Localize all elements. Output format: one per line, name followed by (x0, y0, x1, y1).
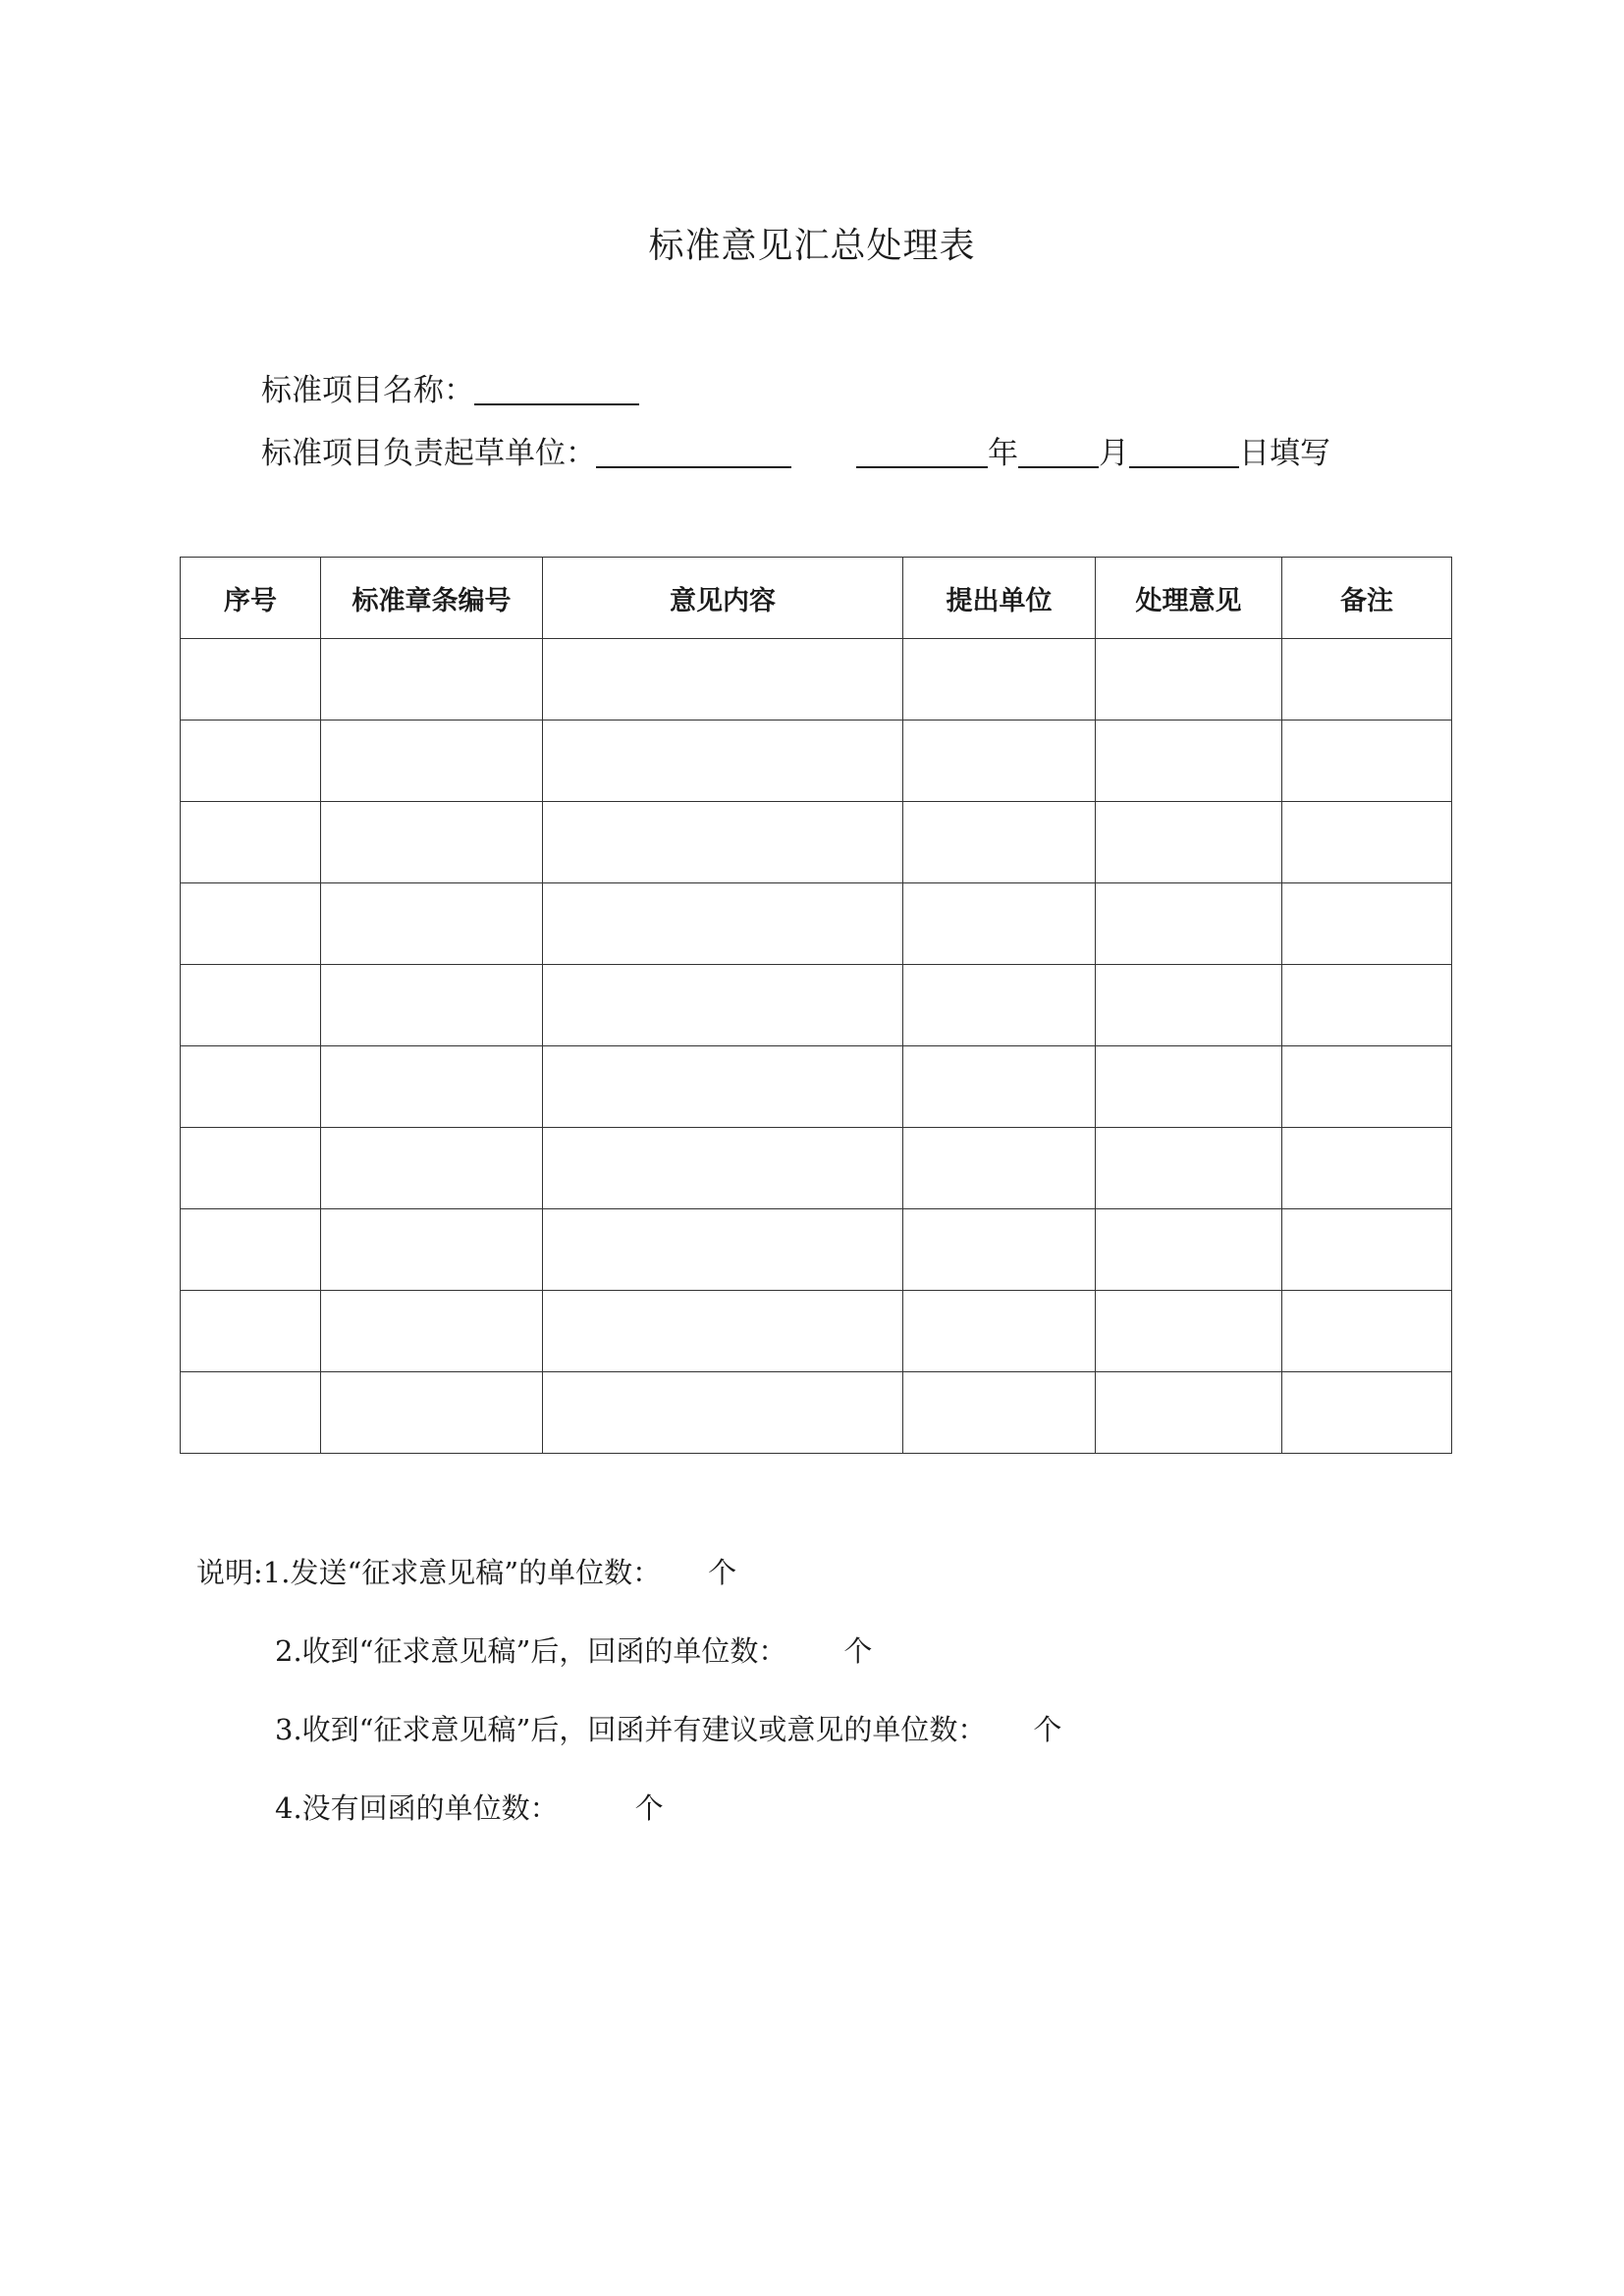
table-cell[interactable] (903, 883, 1096, 965)
table-cell[interactable] (321, 1209, 543, 1291)
notes-intro: 说明: (196, 1556, 263, 1589)
table-cell[interactable] (903, 802, 1096, 883)
table-cell[interactable] (1096, 1291, 1282, 1372)
table-cell[interactable] (181, 883, 321, 965)
table-cell[interactable] (321, 965, 543, 1046)
month-label: 月 (1099, 436, 1129, 471)
drafting-unit-label: 标准项目负责起草单位： (261, 436, 596, 471)
table-cell[interactable] (1096, 965, 1282, 1046)
drafting-unit-blank[interactable] (596, 437, 791, 468)
table-cell[interactable] (1282, 1291, 1452, 1372)
table-cell[interactable] (543, 721, 903, 802)
note-unit: 个 (1033, 1713, 1062, 1746)
note-unit: 个 (843, 1634, 873, 1668)
day-label: 日填写 (1239, 436, 1330, 471)
table-cell[interactable] (543, 802, 903, 883)
table-cell[interactable] (1096, 721, 1282, 802)
table-cell[interactable] (1096, 1209, 1282, 1291)
table-cell[interactable] (1096, 1128, 1282, 1209)
table-cell[interactable] (543, 1372, 903, 1454)
note-unit: 个 (708, 1556, 737, 1589)
project-name-blank[interactable] (474, 374, 639, 405)
table-cell[interactable] (181, 802, 321, 883)
table-row (181, 1209, 1452, 1291)
table-cell[interactable] (181, 1291, 321, 1372)
table-header-row (181, 558, 1452, 639)
table-cell[interactable] (321, 802, 543, 883)
header-serial-number: 序号 (181, 558, 321, 639)
table-cell[interactable] (1282, 1372, 1452, 1454)
table-cell[interactable] (321, 1372, 543, 1454)
table-cell[interactable] (903, 1209, 1096, 1291)
table-cell[interactable] (1096, 1046, 1282, 1128)
table-body (181, 639, 1452, 1454)
project-name-label: 标准项目名称： (261, 373, 474, 408)
table-cell[interactable] (543, 965, 903, 1046)
note-text: 2.收到“征求意见稿”后，回函的单位数： (275, 1634, 787, 1668)
note-item-1 (196, 1551, 736, 1591)
table-cell[interactable] (181, 1128, 321, 1209)
table-cell[interactable] (543, 1046, 903, 1128)
table-cell[interactable] (543, 1209, 903, 1291)
table-cell[interactable] (543, 1128, 903, 1209)
table-cell[interactable] (181, 1046, 321, 1128)
table-cell[interactable] (543, 883, 903, 965)
note-item-2 (275, 1629, 872, 1670)
note-text: 1.发送“征求意见稿”的单位数： (262, 1556, 662, 1589)
table-cell[interactable] (903, 1046, 1096, 1128)
note-item-3 (275, 1708, 1061, 1748)
table-cell[interactable] (543, 639, 903, 721)
header-opinion-content: 意见内容 (543, 558, 903, 639)
table-cell[interactable] (1282, 802, 1452, 883)
table-cell[interactable] (903, 965, 1096, 1046)
table-cell[interactable] (903, 1291, 1096, 1372)
table-cell[interactable] (1282, 1209, 1452, 1291)
opinions-table (180, 557, 1452, 1454)
page-title: 标准意见汇总处理表 (648, 226, 976, 266)
table-cell[interactable] (1096, 802, 1282, 883)
table-cell[interactable] (1282, 1128, 1452, 1209)
table-cell[interactable] (181, 721, 321, 802)
table-cell[interactable] (1282, 1046, 1452, 1128)
table-cell[interactable] (321, 639, 543, 721)
header-handling-opinion: 处理意见 (1096, 558, 1282, 639)
table-row (181, 639, 1452, 721)
note-text: 4.没有回函的单位数： (275, 1791, 559, 1825)
table-cell[interactable] (1282, 721, 1452, 802)
note-text: 3.收到“征求意见稿”后，回函并有建议或意见的单位数： (275, 1713, 987, 1746)
table-row (181, 1128, 1452, 1209)
header-proposing-unit: 提出单位 (903, 558, 1096, 639)
table-cell[interactable] (903, 1128, 1096, 1209)
table-cell[interactable] (181, 639, 321, 721)
table-cell[interactable] (903, 721, 1096, 802)
table-cell[interactable] (1096, 1372, 1282, 1454)
table-cell[interactable] (903, 1372, 1096, 1454)
table-cell[interactable] (181, 1209, 321, 1291)
table-cell[interactable] (321, 1046, 543, 1128)
table-cell[interactable] (1282, 883, 1452, 965)
year-label: 年 (988, 436, 1018, 471)
table-cell[interactable] (321, 1291, 543, 1372)
table-row (181, 802, 1452, 883)
table-row (181, 883, 1452, 965)
table-row (181, 721, 1452, 802)
table-cell[interactable] (1282, 639, 1452, 721)
note-unit: 个 (634, 1791, 664, 1825)
table-cell[interactable] (1282, 965, 1452, 1046)
table-cell[interactable] (181, 965, 321, 1046)
year-blank[interactable] (856, 437, 988, 468)
drafting-unit-row (261, 428, 1330, 472)
table-row (181, 1291, 1452, 1372)
table-cell[interactable] (1096, 639, 1282, 721)
header-clause-number: 标准章条编号 (321, 558, 543, 639)
table-row (181, 965, 1452, 1046)
month-blank[interactable] (1018, 437, 1099, 468)
table-cell[interactable] (321, 721, 543, 802)
day-blank[interactable] (1129, 437, 1239, 468)
note-item-4 (275, 1787, 664, 1827)
project-name-row (261, 365, 639, 409)
table-cell[interactable] (903, 639, 1096, 721)
table-row (181, 1372, 1452, 1454)
table-row (181, 1046, 1452, 1128)
header-remarks: 备注 (1282, 558, 1452, 639)
table-cell[interactable] (321, 1128, 543, 1209)
table-cell[interactable] (543, 1291, 903, 1372)
table-cell[interactable] (1096, 883, 1282, 965)
table-cell[interactable] (321, 883, 543, 965)
table-cell[interactable] (181, 1372, 321, 1454)
